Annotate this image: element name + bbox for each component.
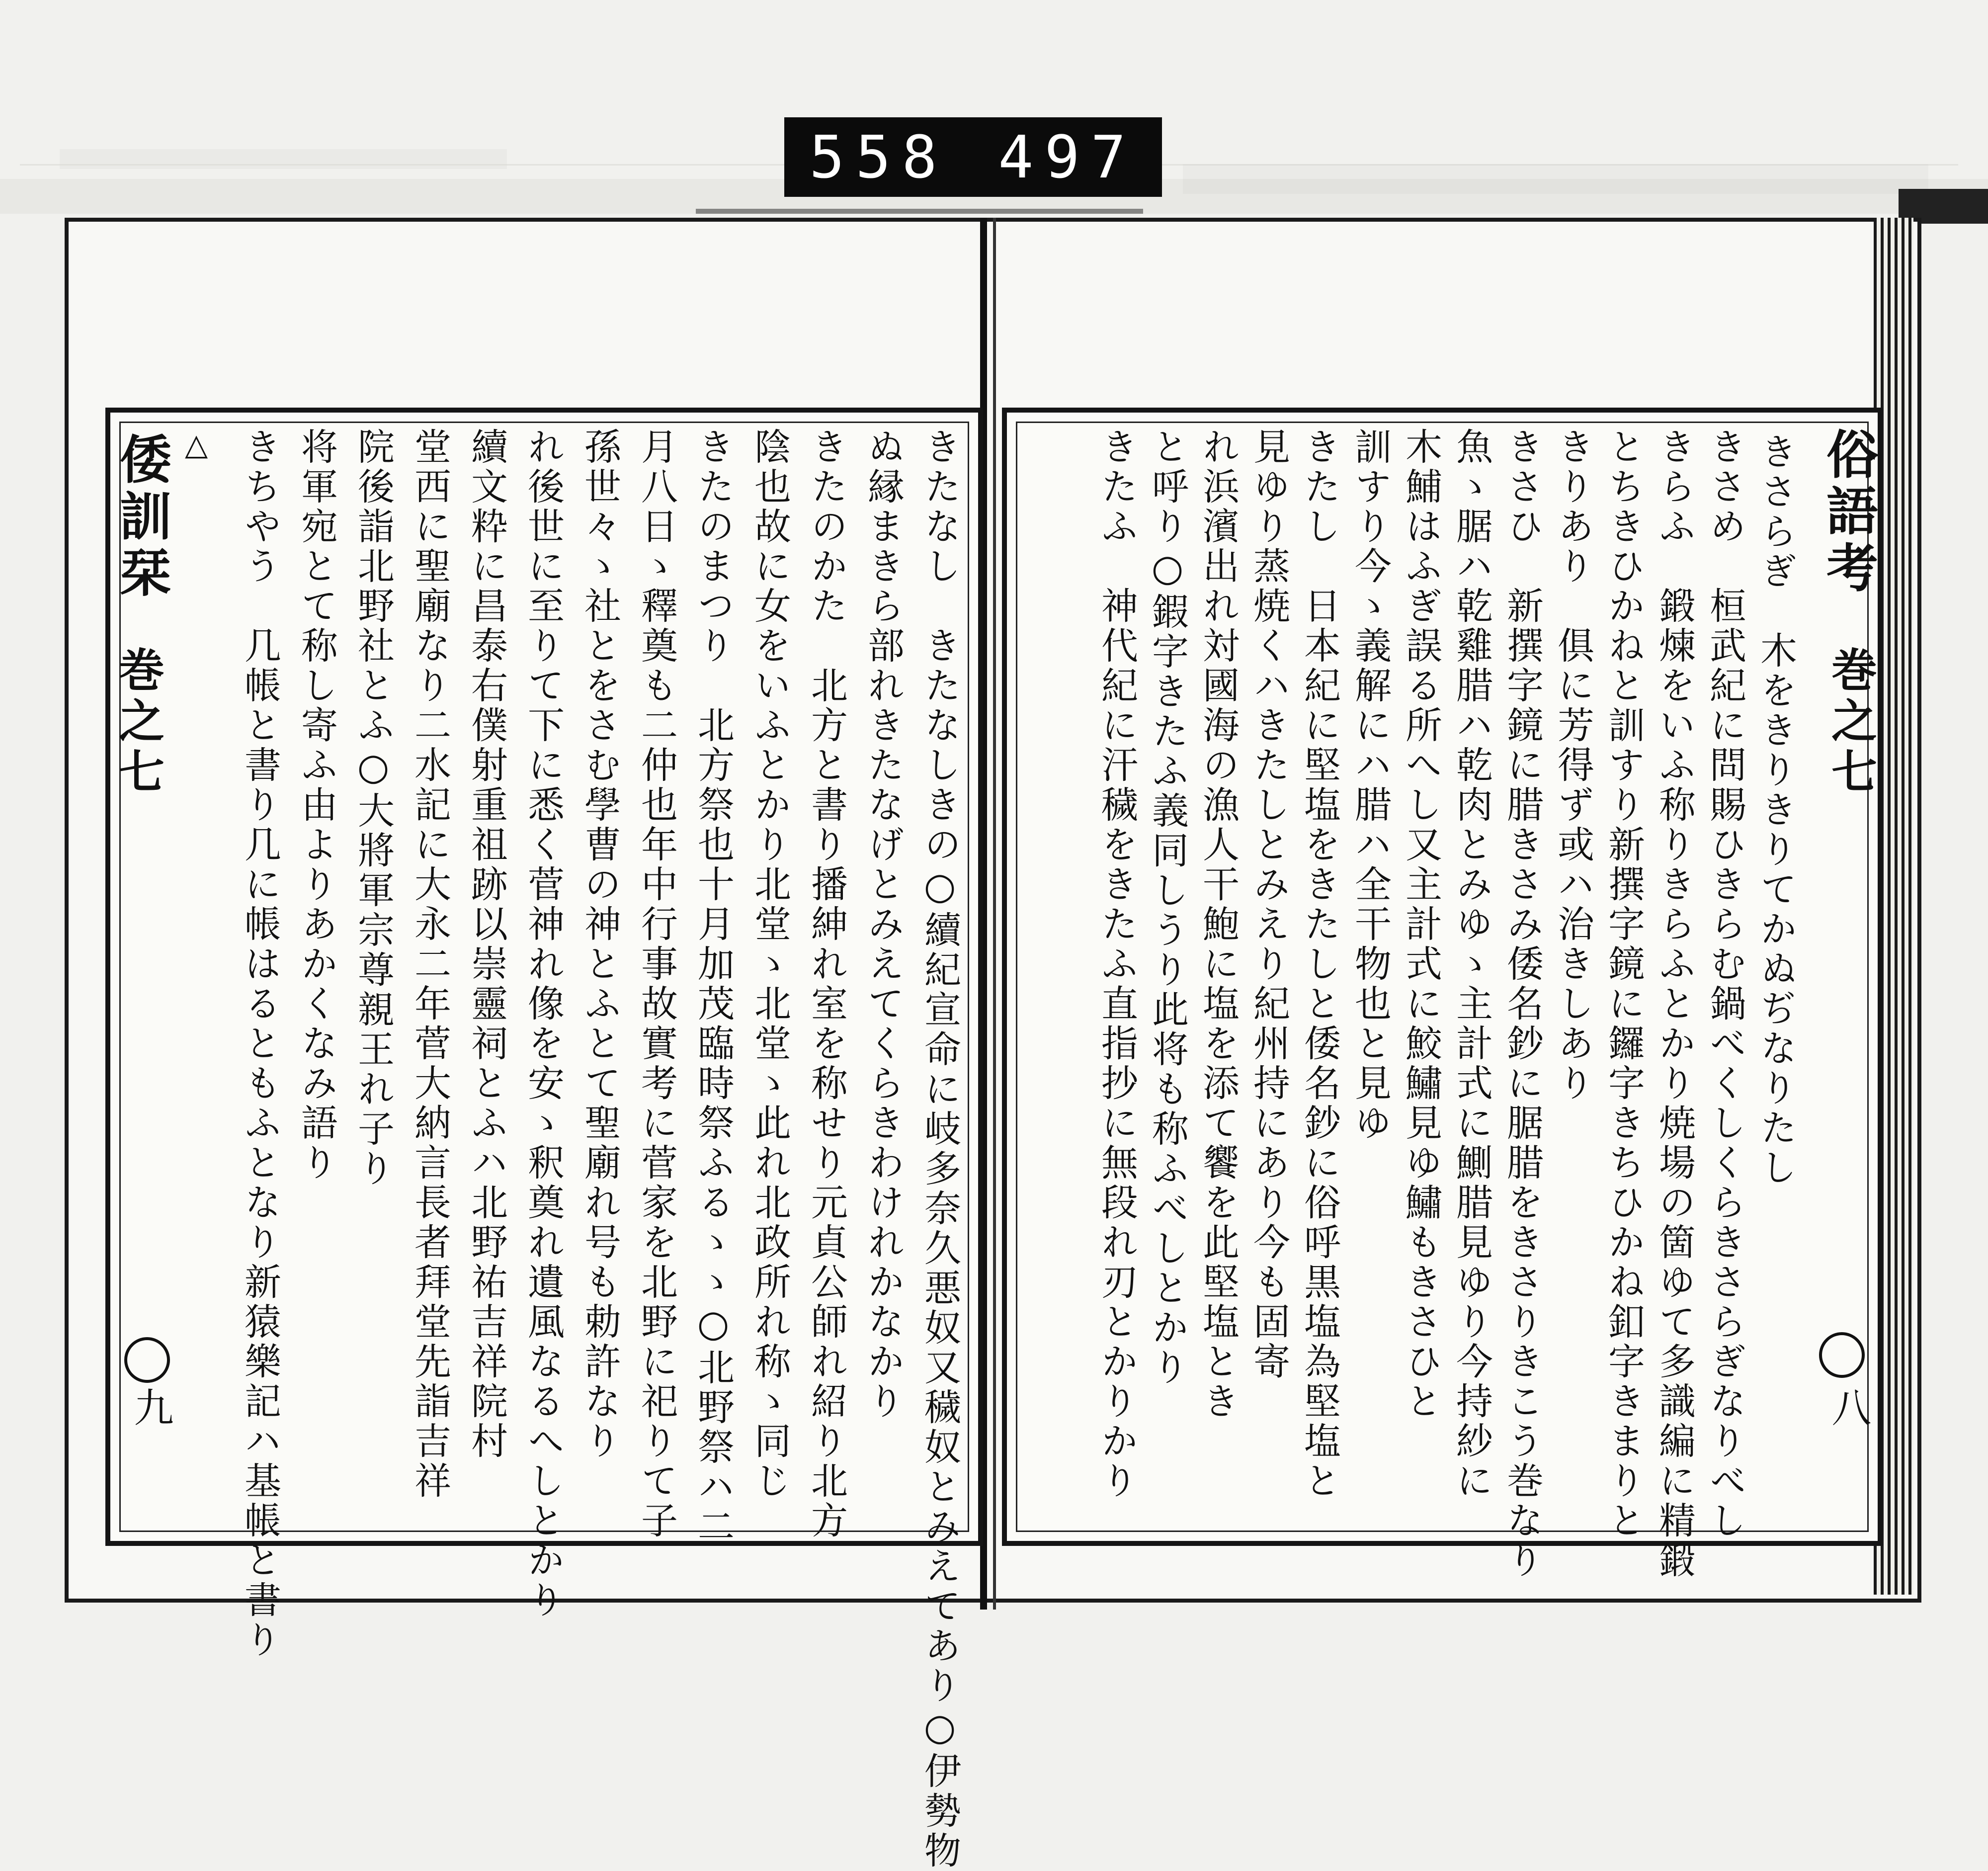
label-left-number: 558 [809,123,948,191]
text-column: ぬ縁まきら部れきたなげとみえてくらきわけれかなかり [862,427,905,1422]
text-column: れ浜濱出れ対國海の漁人干鮑に塩を添て饗を此堅塩とき [1197,427,1240,1422]
text-column: とちきひかねと訓すり新撰字鏡に鑼字きちひかね釦字きまりと [1602,427,1645,1541]
text-column: 木鯆はふぎ誤る所へし又主計式に鮫鱐見ゆ鱐もきさひと [1400,427,1442,1422]
text-column: 将軍宛とて称し寄ふ由よりあかくなみ語り [295,427,338,1183]
right-page-number: 八 [1825,1387,1871,1427]
text-column: 訓すり今ゝ義解にハ腊ハ全干物也と見ゆ [1349,427,1392,1143]
text-column: れ後世に至りて下に悉く菅神れ像を安ゝ釈奠れ遺風なるへしとかり [522,427,565,1620]
text-column: きさひ 新撰字鏡に腊きさみ倭名鈔に腒腊をきさりきこう巻なり [1501,427,1544,1581]
right-page-volume: 巻之七 [1824,646,1878,798]
text-column: 續文粋に昌泰右僕射重祖跡以崇靈祠とふハ北野祐吉祥院村 [465,427,508,1461]
text-column: 堂西に聖廟なり二水記に大永二年菅大納言長者拜堂先詣吉祥 [409,427,451,1501]
text-column: きさめ 桓武紀に問賜ひきらむ鍋べくしくらきさらぎなりべし [1704,427,1746,1541]
label-right-number: 497 [998,123,1137,191]
text-column: きたふ 神代紀に汗穢をきたふ直指抄に無段れ刃とかりかり [1095,427,1138,1501]
fold-circle-mark [1819,1332,1865,1378]
text-column: 月八日ゝ釋奠も二仲也年中行事故實考に菅家を北野に祀りて子 [635,427,678,1541]
archive-label [784,117,1162,197]
text-column: 魚ゝ腒ハ乾雞腊ハ乾肉とみゆゝ主計式に鰂腊見ゆり今持紗に [1450,427,1493,1501]
text-column: きちやう 几帳と書り几に帳はるともふとなり新猿樂記ハ基帳と書り [239,427,281,1660]
center-gutter-shadow [993,218,996,1610]
text-column: きたし 日本紀に堅塩をきたしと倭名鈔に俗呼黒塩為堅塩と [1298,427,1341,1501]
text-column: きたのかた 北方と書り播紳れ室を称せり元貞公師れ紹り北方 [805,427,848,1541]
triangle-mark-icon: △ [185,427,208,462]
text-column: きたのまつり 北方祭也十月加茂臨時祭ふるゝゝ○北野祭ハ二 [692,427,735,1547]
fold-circle-mark [124,1337,170,1383]
text-column: 院後詣北野社とふ○大將軍宗尊親王れ子り [352,427,395,1189]
left-page [105,408,983,1871]
text-column: きりあり 俱に芳得ず或ハ治きしあり [1552,427,1594,1104]
text-column: きさらぎ 木をきりきりてかぬぢなりたし [1754,432,1797,1188]
text-column: と呼り○鍜字きたふ義同しうり此将も称ふべしとかり [1146,427,1189,1388]
left-page-header: 倭訓栞 [111,432,172,602]
text-column: きらふ 鍛煉をいふ称りきらふとかり焼場の箇ゆて多識編に精鍛 [1653,427,1696,1581]
right-page-header: 俗語考 [1818,427,1879,597]
text-column: きたなし きたなしきの○續紀宣命に岐多奈久悪奴又穢奴とみえてあり○伊勢物 [918,427,961,1871]
left-page-volume: 巻之七 [111,646,165,798]
text-column: 陰也故に女をいふとかり北堂ゝ北堂ゝ此れ北政所れ称ゝ同じ [748,427,791,1501]
right-page [1002,408,1883,1581]
text-column: 見ゆり蒸焼くハきたしとみえり紀州持にあり今も固寄 [1247,427,1290,1382]
text-column: 孫世々ゝ社とをさむ學曹の神とふとて聖廟れ号も勅許なり [579,427,621,1461]
left-page-number: 九 [127,1387,173,1427]
